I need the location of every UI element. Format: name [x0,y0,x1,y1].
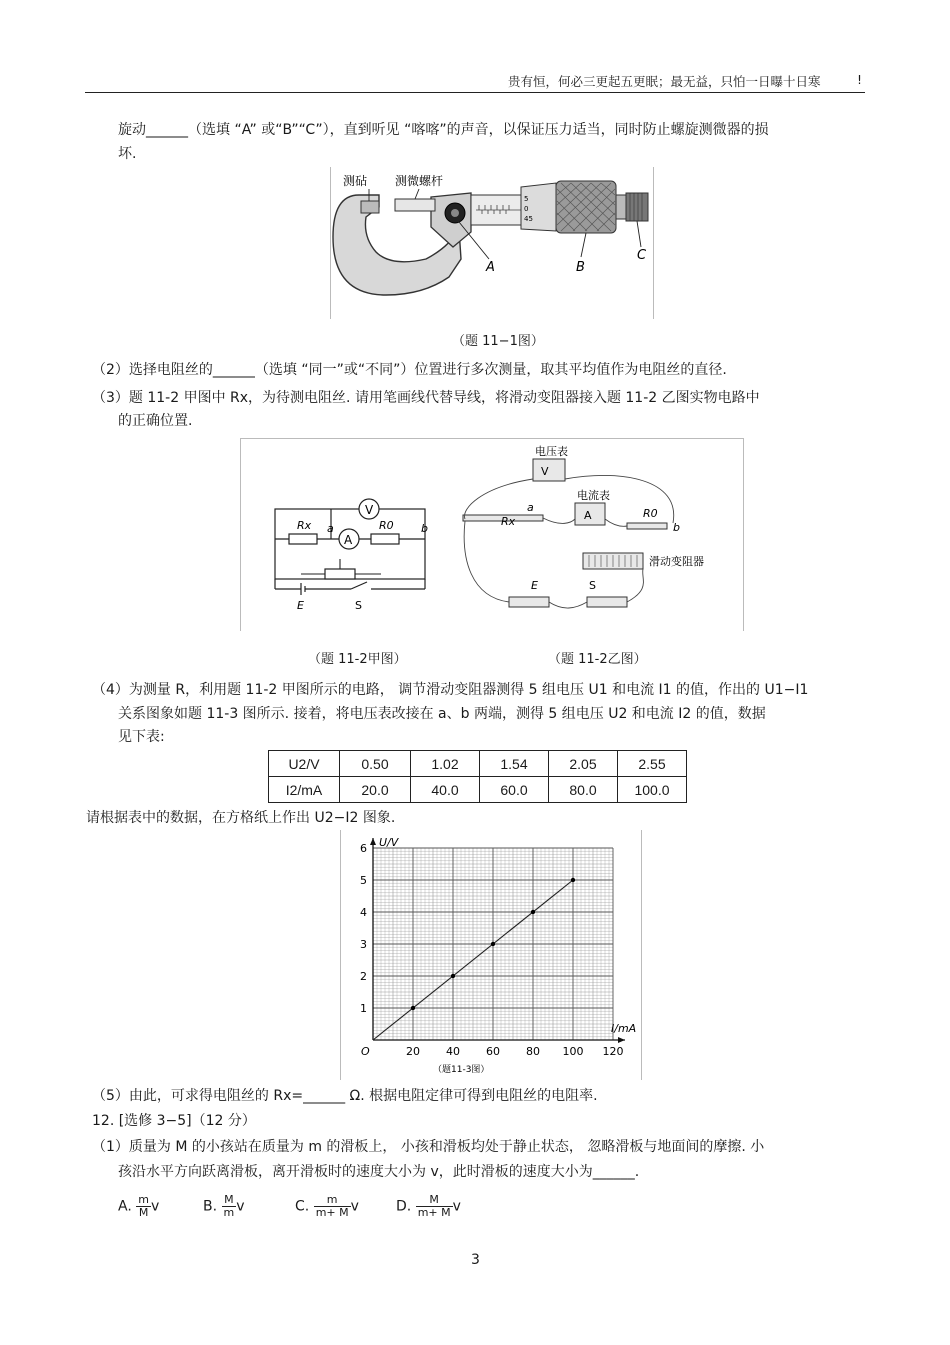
option-tail: v [452,1198,461,1215]
table-cell: 40.0 [411,777,480,803]
schematic-node-b: b [421,522,428,535]
q12-title: 12. [选修 3−5]（12 分） [92,1113,256,1129]
page-header-bang: ! [857,72,863,87]
q11-part2: （2）选择电阻丝的______（选填 “同一”或“不同”）位置进行多次测量，取其平均值作为电阻丝的直径. [92,362,727,378]
data-point [491,942,495,946]
data-point [531,910,535,914]
y-tick-label: 6 [360,842,367,855]
table-cell: 2.05 [549,751,618,777]
table-cell: 1.54 [480,751,549,777]
x-tick-label: 120 [602,1045,624,1058]
fig11-1-caption: （题 11−1图） [452,334,544,349]
option-d[interactable] [396,1194,461,1219]
label-voltmeter: 电压表 [535,445,568,458]
option-fraction [222,1194,237,1219]
table-cell: 20.0 [340,777,411,803]
ui-graph-figure [340,830,642,1080]
circuit-figure [240,438,744,631]
origin-label: O [361,1045,370,1058]
option-c[interactable] [295,1194,359,1219]
schematic-node-a: a [327,522,334,535]
q12-part1-line2: 孩沿水平方向跃离滑板，离开滑板时的速度大小为 v，此时滑板的速度大小为______. [118,1164,640,1180]
q11-part4-line1: （4）为测量 R，利用题 11-2 甲图所示的电路， 调节滑动变阻器测得 5 组电压 U1 和电流 I1 的值，作出的 U1−I1 [92,682,809,698]
table-row [269,777,687,803]
table-cell: 2.55 [618,751,687,777]
header-rule [85,92,865,93]
y-tick-label: 5 [360,874,367,887]
y-tick-label: 2 [360,970,367,983]
data-point [411,1006,415,1010]
schematic-switch-s: S [355,599,362,612]
thimble-scale-45: 45 [524,215,533,223]
table-row [269,751,687,777]
x-tick-label: 20 [406,1045,420,1058]
label-a-physical: a [527,501,534,514]
option-letter: A. [118,1198,132,1215]
q11-part3-line2: 的正确位置. [118,413,193,429]
option-tail: v [236,1198,245,1215]
q11-part3-line1: （3）题 11-2 甲图中 Rx，为待测电阻丝. 请用笔画线代替导线，将滑动变阻器接入题 11-2 乙图实物电路中 [92,390,760,406]
q11-part5: （5）由此，可求得电阻丝的 Rx=______ Ω. 根据电阻定律可得到电阻丝的电阻率. [92,1088,598,1104]
label-b: B [576,260,585,275]
table-cell: U2/V [269,751,340,777]
schematic-rx: Rx [297,519,312,532]
meter-v-glyph: V [541,465,549,478]
thimble-scale-5: 5 [524,195,529,203]
x-tick-label: 40 [446,1045,460,1058]
option-b[interactable] [203,1194,245,1219]
option-letter: C. [295,1198,310,1215]
q11-line2: 坏. [118,146,137,162]
x-tick-label: 60 [486,1045,500,1058]
table-cell: 80.0 [549,777,618,803]
label-a: A [486,260,495,275]
label-spindle: 测微螺杆 [395,174,444,188]
table-cell: 60.0 [480,777,549,803]
denominator: m+ M [315,1206,349,1219]
denominator: m+ M [417,1206,451,1219]
thimble-scale-0: 0 [524,205,529,213]
option-fraction [136,1194,151,1219]
data-point [571,878,575,882]
data-table [268,750,687,803]
ui-graph [341,830,641,1080]
denominator: M [138,1206,149,1219]
page-header-motto: 贵有恒，何必三更起五更眠；最无益，只怕一日曝十日寒 [508,74,821,89]
q11-part4-line3: 见下表: [118,729,165,745]
y-axis-label: U/V [379,836,399,849]
table-cell: 1.02 [411,751,480,777]
option-tail: v [350,1198,359,1215]
q11-part4-line2: 关系图象如题 11-3 图所示. 接着，将电压表改接在 a、b 两端，测得 5 组电压 U2 和电流 I2 的值，数据 [118,706,766,722]
numerator: m [138,1193,149,1206]
label-rheostat: 滑动变阻器 [649,555,704,568]
micrometer-illustration [331,167,653,319]
table-cell: 100.0 [618,777,687,803]
label-s-physical: S [589,579,596,592]
option-a[interactable] [118,1194,159,1219]
page-number: 3 [471,1252,480,1268]
fig11-2-caption-left: （题 11-2甲图） [308,652,407,667]
schematic-ammeter-a: A [344,533,353,547]
option-fraction [314,1194,351,1219]
micrometer-figure [330,167,654,319]
schematic-battery-e: E [297,599,304,612]
label-rx-physical: Rx [501,515,516,528]
table-cell: I2/mA [269,777,340,803]
data-point [451,974,455,978]
after-table-text: 请根据表中的数据，在方格纸上作出 U2−I2 图象. [86,810,396,826]
label-e-physical: E [531,579,538,592]
option-tail: v [150,1198,160,1215]
label-c: C [637,248,647,263]
q11-line1: 旋动______（选填 “A” 或“B”“C”），直到听见 “喀喀”的声音，以保证压力适当，同时防止螺旋测微器的损 [118,122,769,138]
numerator: m [314,1194,351,1207]
x-axis-arrow [618,1037,625,1043]
x-axis-label: I/mA [611,1022,637,1035]
denominator: m [223,1206,235,1219]
label-b-physical: b [673,521,680,534]
meter-a-glyph: A [584,509,592,522]
y-tick-label: 4 [360,906,367,919]
x-tick-label: 80 [526,1045,540,1058]
option-letter: B. [203,1198,218,1215]
x-tick-label: 100 [562,1045,584,1058]
y-tick-label: 1 [360,1002,367,1015]
y-tick-label: 3 [360,938,367,951]
option-fraction [416,1194,453,1219]
circuit-illustration [241,439,743,631]
label-r0-physical: R0 [643,507,658,520]
option-letter: D. [396,1198,412,1215]
schematic-r0: R0 [379,519,394,532]
table-cell: 0.50 [340,751,411,777]
numerator: M [222,1194,237,1207]
q12-part1-line1: （1）质量为 M 的小孩站在质量为 m 的滑板上， 小孩和滑板均处于静止状态， 忽略滑板与地面间的摩擦. 小 [92,1139,765,1155]
fig11-2-caption-right: （题 11-2乙图） [548,652,647,667]
numerator: M [416,1194,453,1207]
chart-caption: （题11-3图） [433,1065,490,1075]
schematic-voltmeter-v: V [365,503,374,517]
y-axis-arrow [370,838,376,845]
label-anvil: 测砧 [343,174,368,188]
label-ammeter: 电流表 [577,489,610,502]
